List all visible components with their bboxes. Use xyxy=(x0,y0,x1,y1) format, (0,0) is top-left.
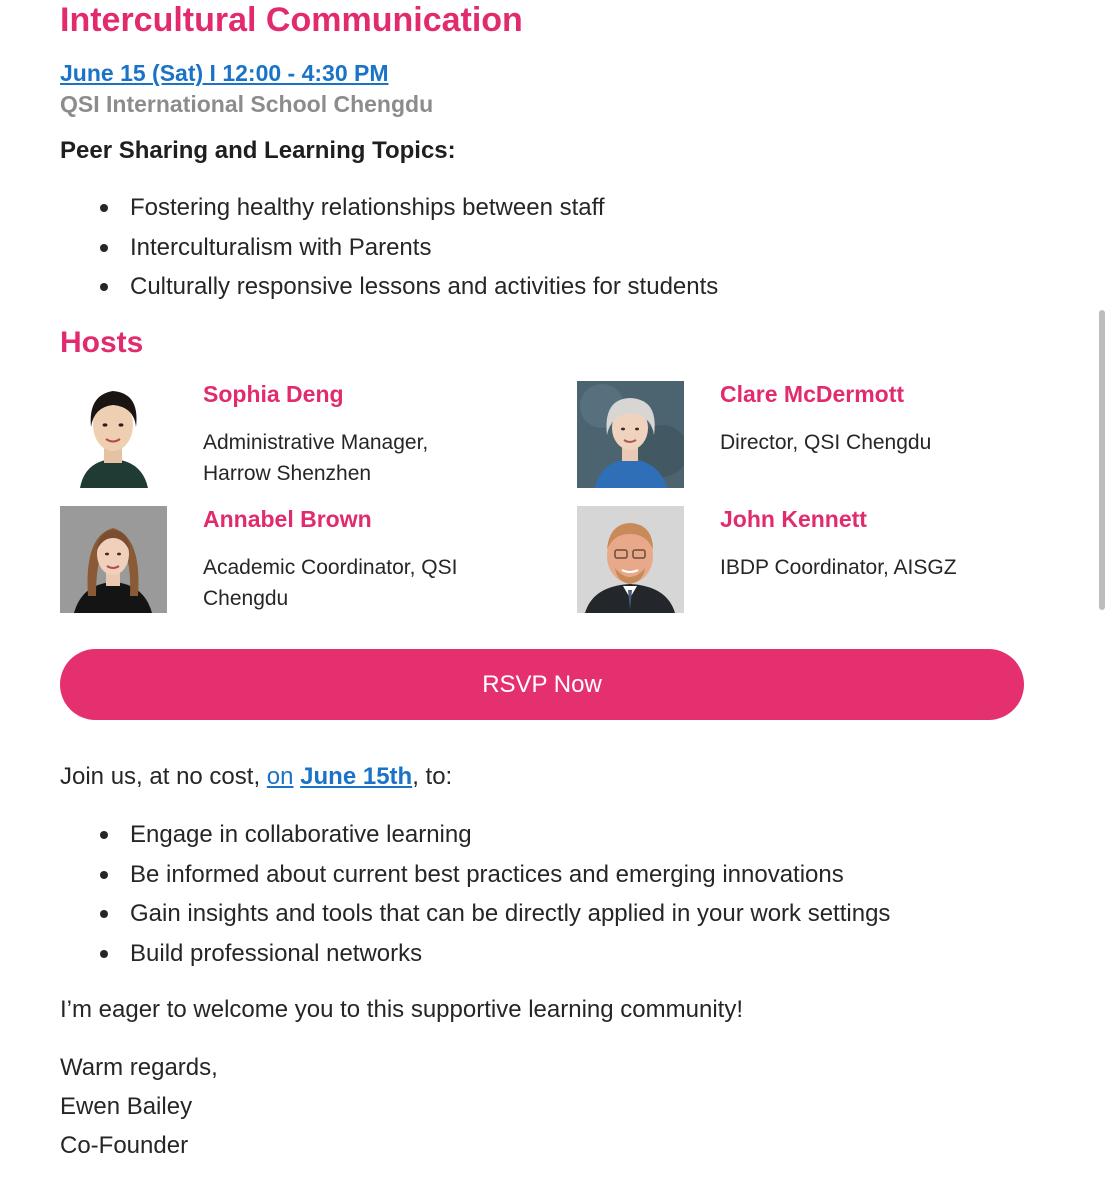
host-name: Clare McDermott xyxy=(720,381,905,407)
join-text: Join us, at no cost, on June 15th, to: xyxy=(60,763,453,790)
signoff xyxy=(60,1048,218,1165)
host-photo-annabel-brown xyxy=(60,506,167,613)
scrollbar[interactable] xyxy=(1099,310,1105,610)
host-card-clare-mcdermott xyxy=(577,381,1057,491)
signoff-name: Ewen Bailey xyxy=(60,1093,193,1120)
signoff-title: Co-Founder xyxy=(60,1132,189,1159)
signoff-greeting: Warm regards, xyxy=(60,1054,218,1081)
event-date-link[interactable]: June 15 (Sat) I 12:00 - 4:30 PM xyxy=(60,60,389,86)
host-card-sophia-deng xyxy=(60,381,540,491)
list-item: Interculturalism with Parents xyxy=(60,228,718,268)
benefits-list xyxy=(60,815,890,973)
rsvp-button[interactable]: RSVP Now xyxy=(60,649,1024,720)
list-item: Build professional networks xyxy=(60,934,890,974)
list-item: Gain insights and tools that can be directly applied in your work settings xyxy=(60,894,890,934)
host-photo-john-kennett xyxy=(577,506,684,613)
list-item: Be informed about current best practices and emerging innovations xyxy=(60,855,890,895)
topics-list xyxy=(60,188,718,307)
host-role: Administrative Manager, Harrow Shenzhen xyxy=(203,431,429,485)
host-photo-clare-mcdermott xyxy=(577,381,684,488)
on-link[interactable]: on xyxy=(266,763,294,790)
host-role: Academic Coordinator, QSI Chengdu xyxy=(203,556,458,610)
list-item: Fostering healthy relationships between staff xyxy=(60,188,718,228)
host-role: IBDP Coordinator, AISGZ xyxy=(720,556,957,579)
hosts-heading: Hosts xyxy=(60,326,144,359)
host-name: Annabel Brown xyxy=(203,506,372,532)
list-item: Engage in collaborative learning xyxy=(60,815,890,855)
host-name: John Kennett xyxy=(720,506,867,532)
topics-heading: Peer Sharing and Learning Topics: xyxy=(60,137,456,164)
event-venue: QSI International School Chengdu xyxy=(60,91,434,117)
host-card-john-kennett xyxy=(577,506,1057,616)
june-15th-link[interactable]: June 15th xyxy=(300,763,413,790)
closing-text: I’m eager to welcome you to this supportive learning community! xyxy=(60,996,743,1023)
host-name: Sophia Deng xyxy=(203,381,344,407)
host-photo-sophia-deng xyxy=(60,381,167,488)
event-title: Intercultural Communication xyxy=(60,1,523,39)
list-item: Culturally responsive lessons and activities for students xyxy=(60,267,718,307)
host-card-annabel-brown xyxy=(60,506,540,616)
host-role: Director, QSI Chengdu xyxy=(720,431,932,454)
